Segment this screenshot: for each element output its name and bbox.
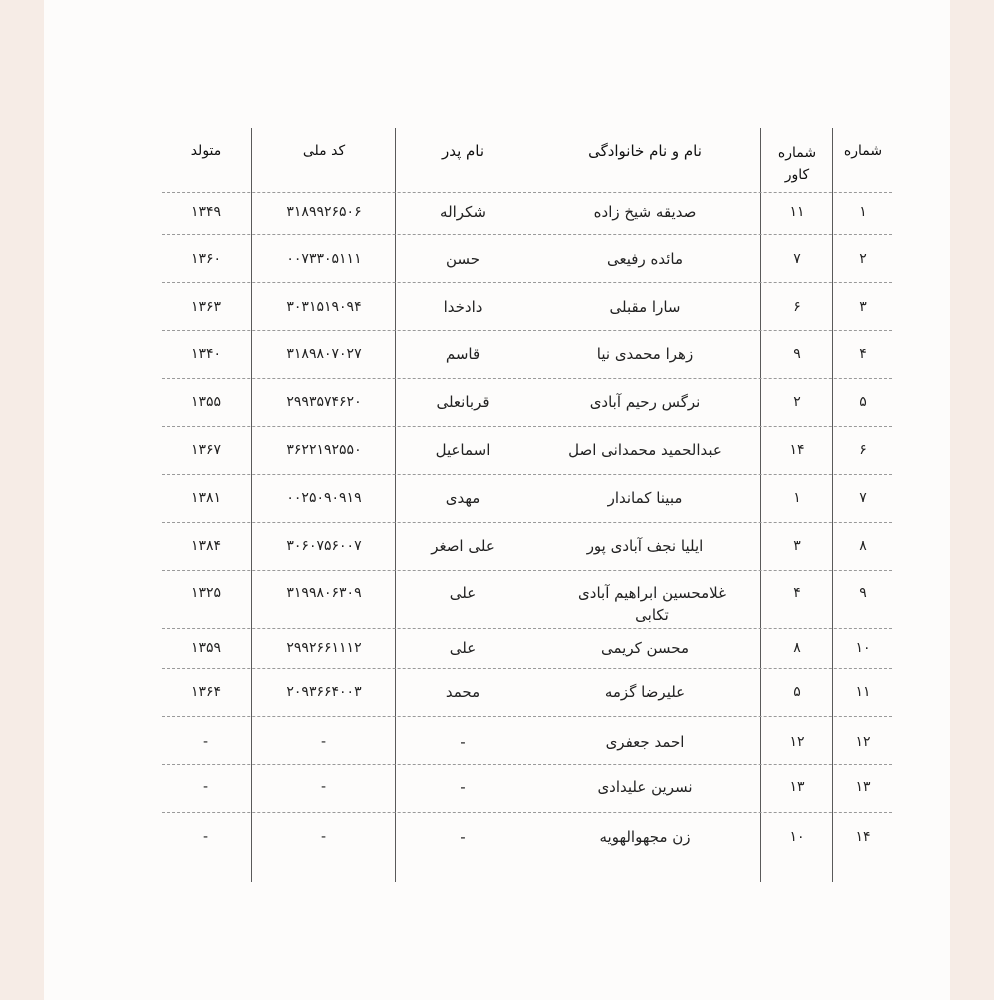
row-5-father: قربانعلی [436, 393, 490, 411]
column-divider [832, 128, 833, 882]
row-divider [162, 716, 892, 717]
row-10-name: محسن کریمی [600, 639, 690, 657]
row-3-national-id: ۳۰۳۱۵۱۹۰۹۴ [286, 299, 362, 315]
row-12-cover: ۱۲ [789, 734, 805, 750]
document-page [44, 0, 950, 1000]
row-3-name: سارا مقبلی [609, 298, 681, 316]
row-13-father: - [460, 778, 466, 796]
row-5-index: ۵ [859, 394, 867, 410]
row-divider [162, 192, 892, 193]
row-10-index: ۱۰ [855, 640, 871, 656]
row-2-father: حسن [445, 250, 481, 268]
row-7-cover: ۱ [793, 490, 801, 506]
row-13-cover: ۱۳ [789, 779, 805, 795]
row-6-index: ۶ [859, 442, 867, 458]
row-4-index: ۴ [859, 346, 867, 362]
row-14-father: - [460, 828, 466, 846]
row-14-name: زن مجهوالهویه [599, 828, 691, 846]
row-11-national-id: ۲۰۹۳۶۶۴۰۰۳ [286, 684, 362, 700]
roster-table [162, 128, 892, 882]
row-2-name: مائده رفیعی [607, 250, 683, 268]
row-14-cover: ۱۰ [789, 829, 805, 845]
row-13-index: ۱۳ [855, 779, 871, 795]
row-10-national-id: ۲۹۹۲۶۶۱۱۱۲ [286, 640, 362, 656]
row-divider [162, 282, 892, 283]
row-9-index: ۹ [859, 585, 867, 601]
row-10-cover: ۸ [793, 640, 801, 656]
row-8-index: ۸ [859, 538, 867, 554]
row-3-father: دادخدا [443, 298, 483, 316]
row-12-name: احمد جعفری [605, 733, 685, 751]
row-11-index: ۱۱ [855, 684, 871, 700]
row-7-national-id: ۰۰۲۵۰۹۰۹۱۹ [286, 490, 362, 506]
row-divider [162, 330, 892, 331]
row-divider [162, 812, 892, 813]
row-divider [162, 426, 892, 427]
row-9-father: علی [449, 584, 477, 602]
row-4-name: زهرا محمدی نیا [596, 345, 694, 363]
row-8-birth: ۱۳۸۴ [190, 538, 222, 554]
row-7-name: مبینا کماندار [607, 489, 683, 507]
row-1-name: صدیقه شیخ زاده [593, 203, 697, 221]
header-cover: شماره کاور [777, 145, 817, 183]
row-5-birth: ۱۳۵۵ [190, 394, 222, 410]
row-1-father: شکراله [440, 203, 486, 221]
row-12-index: ۱۲ [855, 734, 871, 750]
header-name: نام و نام خانوادگی [588, 142, 702, 160]
row-divider [162, 628, 892, 629]
row-5-cover: ۲ [793, 394, 801, 410]
column-divider [395, 128, 396, 882]
row-14-index: ۱۴ [855, 829, 871, 845]
row-divider [162, 474, 892, 475]
row-4-father: قاسم [445, 345, 481, 363]
row-9-birth: ۱۳۲۵ [190, 585, 222, 601]
row-12-birth: - [202, 734, 210, 750]
row-4-national-id: ۳۱۸۹۸۰۷۰۲۷ [286, 346, 362, 362]
row-1-national-id: ۳۱۸۹۹۲۶۵۰۶ [286, 204, 362, 220]
row-6-cover: ۱۴ [789, 442, 805, 458]
row-14-birth: - [202, 829, 210, 845]
row-divider [162, 570, 892, 571]
row-10-birth: ۱۳۵۹ [190, 640, 222, 656]
row-divider [162, 378, 892, 379]
row-8-name: ایلیا نجف آبادی پور [586, 537, 704, 555]
row-3-cover: ۶ [793, 299, 801, 315]
row-4-birth: ۱۳۴۰ [190, 346, 222, 362]
row-6-father: اسماعیل [435, 441, 491, 459]
row-2-birth: ۱۳۶۰ [190, 251, 222, 267]
row-11-birth: ۱۳۶۴ [190, 684, 222, 700]
row-13-name: نسرین علیدادی [597, 778, 693, 796]
column-divider [760, 128, 761, 882]
row-7-father: مهدی [445, 489, 481, 507]
row-3-index: ۳ [859, 299, 867, 315]
header-birth: متولد [190, 143, 222, 159]
row-divider [162, 234, 892, 235]
row-8-cover: ۳ [793, 538, 801, 554]
row-2-cover: ۷ [793, 251, 801, 267]
row-9-national-id: ۳۱۹۹۸۰۶۳۰۹ [286, 585, 362, 601]
row-9-name: غلامحسین ابراهیم آبادی تکابی [578, 584, 726, 624]
row-12-national-id: - [320, 734, 328, 750]
row-3-birth: ۱۳۶۳ [190, 299, 222, 315]
row-13-birth: - [202, 779, 210, 795]
row-2-index: ۲ [859, 251, 867, 267]
row-1-birth: ۱۳۴۹ [190, 204, 222, 220]
row-7-birth: ۱۳۸۱ [190, 490, 222, 506]
row-11-father: محمد [445, 683, 481, 701]
row-11-name: علیرضا گزمه [604, 683, 686, 701]
header-national-id: کد ملی [302, 143, 346, 159]
row-8-national-id: ۳۰۶۰۷۵۶۰۰۷ [286, 538, 362, 554]
row-6-birth: ۱۳۶۷ [190, 442, 222, 458]
row-13-national-id: - [320, 779, 328, 795]
row-6-national-id: ۳۶۲۲۱۹۲۵۵۰ [286, 442, 362, 458]
row-7-index: ۷ [859, 490, 867, 506]
row-12-father: - [460, 733, 466, 751]
row-11-cover: ۵ [793, 684, 801, 700]
row-divider [162, 668, 892, 669]
row-1-cover: ۱۱ [789, 204, 805, 220]
row-5-name: نرگس رحیم آبادی [589, 393, 701, 411]
row-6-name: عبدالحمید محمدانی اصل [568, 441, 722, 459]
header-index: شماره [843, 143, 883, 159]
column-divider [251, 128, 252, 882]
row-4-cover: ۹ [793, 346, 801, 362]
row-9-cover: ۴ [793, 585, 801, 601]
row-10-father: علی [449, 639, 477, 657]
header-father: نام پدر [441, 142, 485, 160]
row-divider [162, 764, 892, 765]
row-14-national-id: - [320, 829, 328, 845]
row-2-national-id: ۰۰۷۳۳۰۵۱۱۱ [286, 251, 362, 267]
row-1-index: ۱ [859, 204, 867, 220]
row-divider [162, 522, 892, 523]
row-8-father: علی اصغر [431, 537, 495, 555]
row-5-national-id: ۲۹۹۳۵۷۴۶۲۰ [286, 394, 362, 410]
